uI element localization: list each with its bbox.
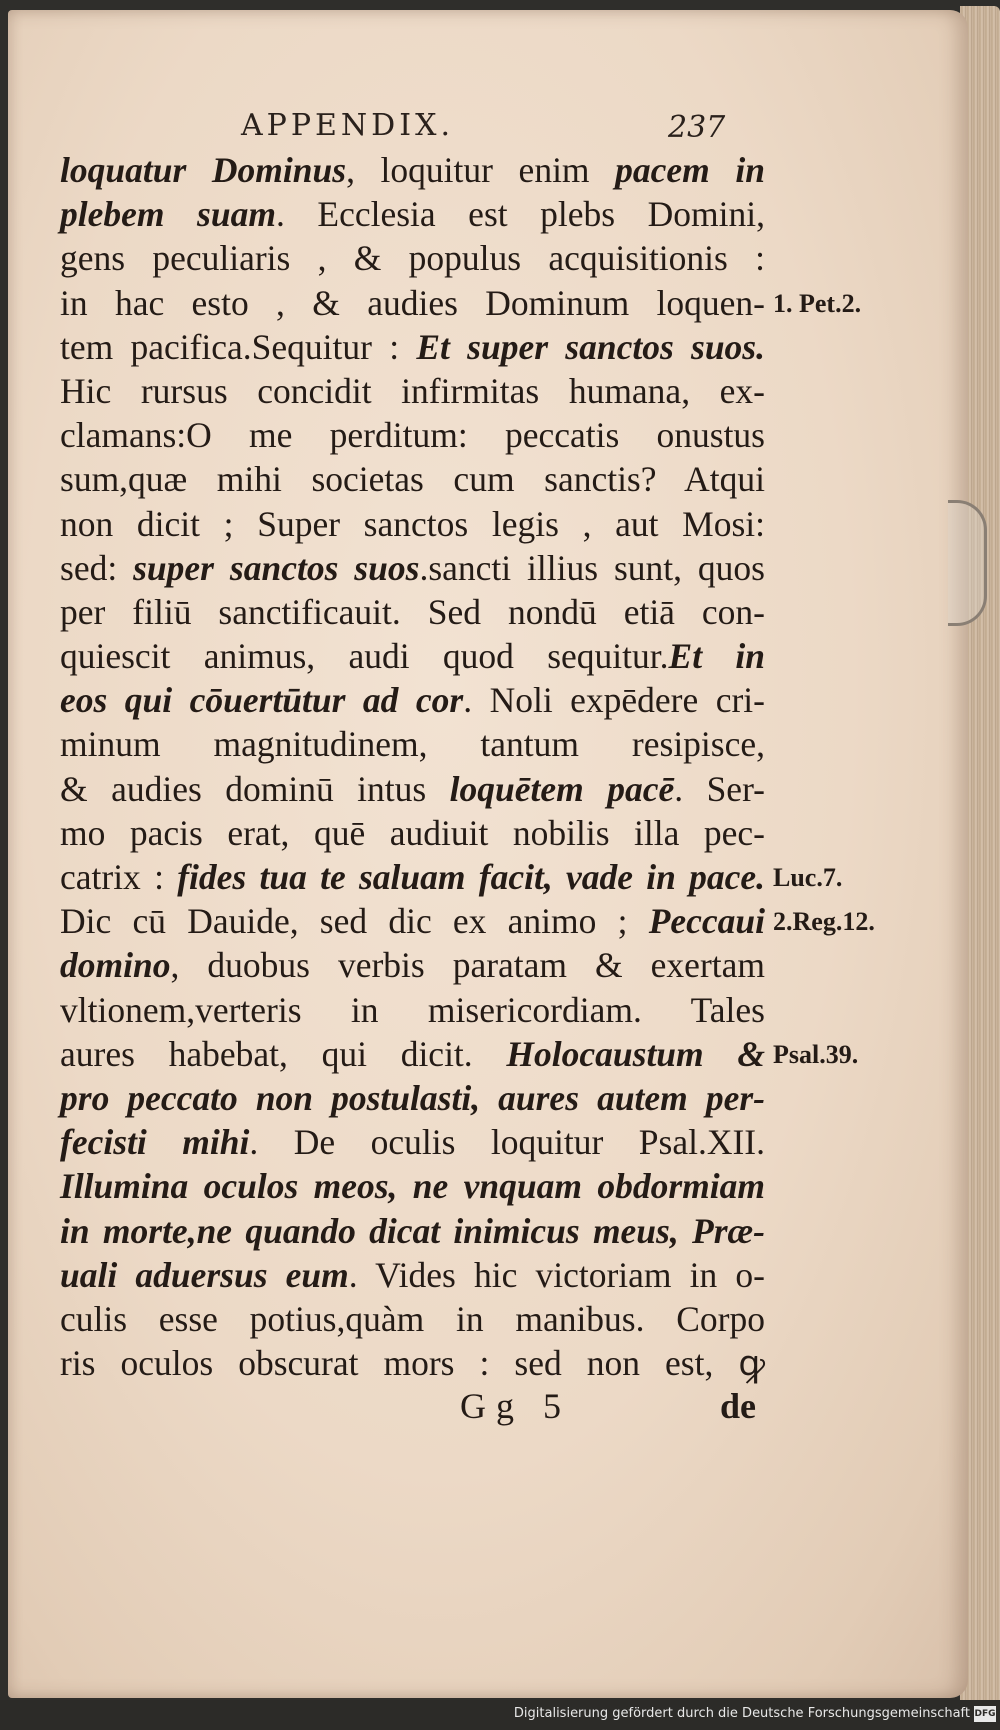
text-line bbox=[60, 1164, 765, 1208]
text-line bbox=[60, 369, 765, 413]
roman-segment: sed: bbox=[60, 547, 134, 588]
text-line bbox=[60, 148, 765, 192]
text-line bbox=[60, 678, 765, 722]
roman-segment: catrix : bbox=[60, 857, 178, 897]
signature-mark: Gg 5 bbox=[460, 1386, 571, 1426]
italic-segment: Peccaui bbox=[648, 901, 765, 942]
italic-segment: super sanctos suos bbox=[133, 547, 420, 588]
italic-segment: fides tua te saluam facit, vade in pace. bbox=[177, 857, 765, 897]
italic-segment: loquētem pacē bbox=[449, 768, 675, 809]
italic-segment: Et in bbox=[668, 636, 765, 677]
text-line bbox=[60, 767, 765, 811]
roman-segment: Hic rursus concidit infirmitas humana, ex- bbox=[60, 370, 765, 411]
roman-segment: . Ecclesia est plebs Domini, bbox=[275, 194, 765, 235]
roman-segment: . De oculis loquitur Psal.XII. bbox=[249, 1122, 766, 1163]
roman-segment: culis esse potius,quàm in manibus. Corpo bbox=[60, 1298, 765, 1339]
text-line bbox=[60, 502, 765, 546]
roman-segment: . Vides hic victoriam in o- bbox=[348, 1254, 765, 1295]
roman-segment: . Ser- bbox=[674, 768, 766, 809]
text-line bbox=[60, 722, 765, 766]
text-line bbox=[60, 1209, 765, 1253]
roman-segment: gens peculiaris , & populus acquisitionis : bbox=[60, 238, 765, 279]
dfg-logo-icon: DFG bbox=[974, 1706, 996, 1722]
roman-segment: quiescit animus, audi quod sequitur. bbox=[60, 636, 669, 677]
catchword: de bbox=[720, 1386, 756, 1426]
text-line bbox=[60, 413, 765, 457]
italic-segment: Et super sanctos suos. bbox=[416, 326, 765, 367]
text-line bbox=[60, 988, 765, 1032]
text-line bbox=[60, 811, 765, 855]
margin-note: 2.Reg.12. bbox=[773, 907, 875, 937]
roman-segment: aures habebat, qui dicit. bbox=[60, 1033, 507, 1074]
roman-segment: ris oculos obscurat mors : sed non est, ꝙ bbox=[60, 1343, 765, 1384]
book-page bbox=[8, 10, 968, 1698]
roman-segment: minum magnitudinem, tantum resipisce, bbox=[60, 724, 765, 765]
margin-note: Luc.7. bbox=[773, 863, 843, 893]
roman-segment: mo pacis erat, quē audiuit nobilis illa pec- bbox=[60, 812, 765, 853]
footer-bar bbox=[0, 1700, 1000, 1730]
italic-segment: pro peccato non postulasti, aures autem per- bbox=[60, 1077, 765, 1118]
italic-segment: in morte,ne quando dicat inimicus meus, Præ- bbox=[60, 1210, 765, 1251]
roman-segment: , loquitur enim bbox=[346, 150, 616, 190]
text-line bbox=[60, 1341, 765, 1385]
text-line bbox=[60, 457, 765, 501]
text-line bbox=[60, 325, 765, 369]
footer-credit: Digitalisierung gefördert durch die Deutsche Forschungsgemeinschaft bbox=[513, 1706, 970, 1721]
text-line bbox=[60, 855, 765, 899]
roman-segment: , duobus verbis paratam & exertam bbox=[170, 945, 765, 986]
italic-segment: Illumina oculos meos, ne vnquam obdormiam bbox=[60, 1166, 765, 1207]
text-line bbox=[60, 546, 765, 590]
italic-segment: pacem in bbox=[615, 150, 765, 190]
text-line bbox=[60, 236, 765, 280]
page-number: 237 bbox=[668, 110, 726, 145]
text-line bbox=[60, 1120, 765, 1164]
text-line bbox=[60, 899, 765, 943]
italic-segment: uali aduersus eum bbox=[60, 1254, 349, 1295]
margin-note: Psal.39. bbox=[773, 1040, 859, 1069]
margin-note: 1. Pet.2. bbox=[773, 288, 862, 318]
roman-segment: non dicit ; Super sanctos legis , aut Mosi: bbox=[60, 503, 765, 544]
text-line bbox=[60, 634, 765, 678]
roman-segment: per filiū sanctificauit. Sed nondū etiā con- bbox=[60, 591, 765, 632]
italic-segment: Holocaustum & bbox=[506, 1033, 766, 1074]
text-line bbox=[60, 1253, 765, 1297]
roman-segment: Dic cū Dauide, sed dic ex animo ; bbox=[60, 901, 649, 942]
roman-segment: .sancti illius sunt, quos bbox=[419, 547, 765, 588]
italic-segment: plebem suam bbox=[60, 194, 276, 235]
roman-segment: in hac esto , & audies Dominum loquen- bbox=[60, 282, 765, 323]
text-line bbox=[60, 943, 765, 987]
page-clip bbox=[948, 500, 987, 626]
roman-segment: vltionem,verteris in misericordiam. Tales bbox=[60, 989, 765, 1030]
roman-segment: . Noli expēdere cri- bbox=[463, 680, 765, 721]
text-line bbox=[60, 1032, 765, 1076]
body-text bbox=[60, 148, 765, 1385]
roman-segment: clamans:O me perditum: peccatis onustus bbox=[60, 415, 765, 456]
italic-segment: domino bbox=[60, 945, 171, 986]
roman-segment: sum,quæ mihi societas cum sanctis? Atqui bbox=[60, 459, 765, 500]
italic-segment: loquatur Dominus bbox=[60, 150, 347, 190]
text-line bbox=[60, 1076, 765, 1120]
running-title: APPENDIX. bbox=[241, 108, 454, 143]
italic-segment: eos qui cōuertūtur ad cor bbox=[60, 680, 464, 721]
text-line bbox=[60, 1297, 765, 1341]
text-line bbox=[60, 590, 765, 634]
italic-segment: fecisti mihi bbox=[60, 1122, 250, 1163]
text-line bbox=[60, 192, 765, 236]
roman-segment: & audies dominū intus bbox=[60, 768, 450, 809]
text-line bbox=[60, 281, 765, 325]
roman-segment: tem pacifica.Sequitur : bbox=[60, 326, 417, 367]
